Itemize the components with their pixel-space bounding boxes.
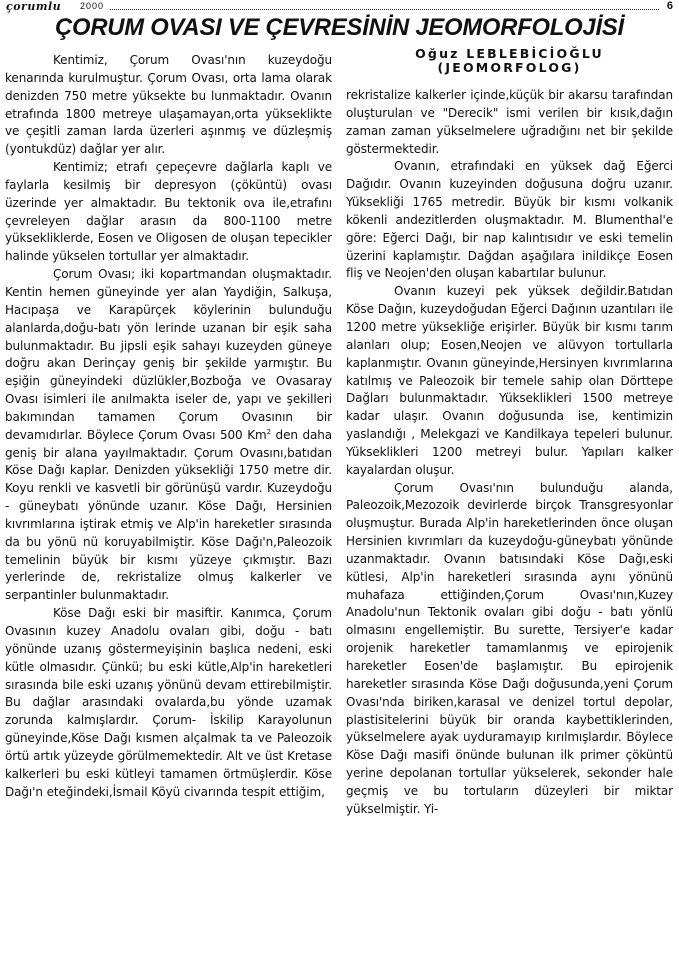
paragraph bbox=[5, 266, 332, 605]
right-column bbox=[346, 87, 673, 819]
page-number: 6 bbox=[666, 0, 673, 12]
paragraph: Kentimiz; etrafı çepeçevre dağlarla kaplı ve faylarla kesilmiş bir depresyon (çöküntü) ovası üzerinde yer almaktadır. Bu tektonik ova ile,etrafını çevreleyen dağlar arasın da 800-1100 metre yüksekliklerde, Eosen ve Oligosen de oluşan tepecikler halinde yükselen tortullar yer almaktadır. bbox=[5, 160, 332, 264]
paragraph: rekristalize kalkerler içinde,küçük bir akarsu tarafından oluşturulan ve "Derecik" ismi verilen bir kısık,dağın zaman zaman yükselmelere uğradığını net bir şekilde göstermektedir. bbox=[346, 88, 673, 156]
masthead: çorumlu bbox=[6, 0, 62, 13]
paragraph: Ovanın, etrafındaki en yüksek dağ Eğerci Dağıdır. Ovanın kuzeyinden doğusuna doğru uzanır. Yüksekliği 1765 metredir. Büyük bir kısmı volkanik kökenli andezitlerden oluşmaktadır. M. Blumenthal'e göre: Eğerci Dağı, bir nap kalıntısıdır ve eski temelin üzerini kaplamıştır. Dağdan aşağılara inildikçe Eosen fliş ve Neojen'den oluşan kabartılar bulunur. bbox=[346, 159, 673, 281]
paragraph: Köse Dağı eski bir masiftir. Kanımca, Çorum Ovasının kuzey Anadolu ovaları gibi, doğu - batı yönünde uzanış göstermeyişinin başlıca nedeni, eski kütle olmasıdır. Çünkü; bu eski kütle,Alp'in hareketleri sırasında bile eski uzanış yönünü devam ettirebilmiştir. Bu dağlar arasındaki ovalarda,bu yönde uzamak zorunda kalmışlardır. Çorum- İskilip Karayolunun güneyinde,Köse Dağı kısmen alçalmak ta ve Paleozoik örtü artık yüzeyde görülmemektedir. Alt ve üst Kretase kalkerleri bu eski kütleyi tamamen örtmüşlerdir. Köse Dağı'n eteğindeki,İsmail Köyü civarında tespit ettiğim, bbox=[5, 606, 332, 799]
author-role: (JEOMORFOLOG) bbox=[437, 60, 582, 75]
paragraph: Çorum Ovası'nın bulunduğu alanda, Paleozoik,Mezozoik devirlerde birçok Transgresyonlar oluşmuştur. Burada Alp'in hareketlerinden önce oluşan Hersinien kıvrımları da kuzeydoğu-güneybatı yönünde uzanmaktadır. Ovanın batısındaki Köse Dağı,eski kütlesi, Alp'in hareketleri sırasında aynı yönünü muhafaza ettiğinden,Çorum Ovası'nın,Kuzey Anadolu'nun Tektonik ovaları gibi doğu - batı yönlü olmasını engellemiştir. Bu surette, Tersiyer'e kadar orojenik hareketler tamamlanmış ve epirojenik hareketler Eosen'de başlamıştır. Bu epirojenik hareketler sırasında Köse Dağı doğusunda,yeni Çorum Ovası'nda biriken,karasal ve denizel tortul depolar, plastisitelerini büyük bir oranda kaybettiklerinden, yükselmelere ayak uyduramayıp kırılmışlardır. Böylece Köse Dağı masifi önünde bulunan ilk primer çöküntü yerine depolanan tortullar yükselerek, sekonder hale geçmiş ve bu tortuların düzeyleri bir miktar yükselmiştir. Yi- bbox=[346, 480, 673, 816]
paragraph: Ovanın kuzeyi pek yüksek değildir.Batıdan Köse Dağın, kuzeydoğudan Eğerci Dağının uzantıları ile 1200 metre yüksekliğe erişirler. Büyük bir kısmı tarım alanları olup; Eosen,Neojen ve alüvyon tortullarla kaplanmıştır. Ovanın güneyinde,Hersinyen kıvrımlarına katılmış ve Paleozoik bir temele sahip olan Dörttepe Dağları bulunmaktadır. Yükseklikleri 1500 metreye kadar ulaşır. Ovanın doğusunda ise, kentimizin yaslandığı , Melekgazi ve Kandilkaya tepeleri bulunur. Yükseklikleri 1200 metreyi bulur. Yapıları kalker kayalardan oluşur. bbox=[346, 284, 673, 477]
article-title: ÇORUM OVASI VE ÇEVRESİNİN JEOMORFOLOJİSİ bbox=[55, 14, 624, 41]
left-column bbox=[5, 52, 332, 801]
author-name: Oğuz LEBLEBİCİOĞLU bbox=[415, 46, 604, 61]
author-byline bbox=[346, 47, 673, 75]
page-header bbox=[0, 0, 679, 14]
area-unit-superscript: 2 bbox=[266, 427, 271, 436]
paragraph-text: Çorum Ovası; iki kopartmandan oluşmaktadır. Kentin hemen güneyinde yer alan Yaydiğin, Salkuşa, Hacıpaşa ve Karapürçek köylerinin bulunduğu alanlarda,doğu-batı yön lerinde uzanan bir eşik saha bulunmaktadır. Bu jipsli eşik sahayı kuzeyden güneye doğru akan Derinçay geniş bir şekilde yarmıştır. Bu eşiğin güneyindeki düzlükler,Bozboğa ve Ovasaray Ovası isimleri ile anılmakta iseler de, yapı ve şekilleri bakımından tamamen Çorum Ovasının bir devamıdırlar. Böylece Çorum Ovası 500 Km bbox=[5, 267, 332, 442]
paragraph: Kentimiz, Çorum Ovası'nın kuzeydoğu kenarında kurulmuştur. Çorum Ovası, orta lama olarak denizden 750 metre yüksekte bu lunmaktadır. Ovanın etrafında 1800 metreye ulaşamayan,orta yükseklikte ve çeşitli zaman larda üzerleri aşınmış ve düzleşmiş (yontukdüz) dağlar yer alır. bbox=[5, 53, 332, 157]
paragraph-text: den daha geniş bir alana yayılmaktadır. Çorum Ovasını,batıdan Köse Dağı kaplar. Denizden yüksekliği 1750 metre dir. Koyu renkli ve kasvetli bir görünüşü vardır. Kuzeydoğu - güneybatı yönünde uzanır. Köse Dağı, Hersinien kıvrımlarına iştirak etmiş ve Alp'in hareketler sırasında da bu yönü nü koruyabilmiştir. Köse Dağı'n,Paleozoik temelinin büyük bir kısmı yüzeye çıkmıştır. Bazı yerlerinde de, rekristalize olmuş kalkerler ve serpantinler bulunmaktadır. bbox=[5, 427, 332, 603]
issue-year: 2000 bbox=[80, 1, 105, 11]
header-dotted-rule bbox=[110, 9, 659, 10]
